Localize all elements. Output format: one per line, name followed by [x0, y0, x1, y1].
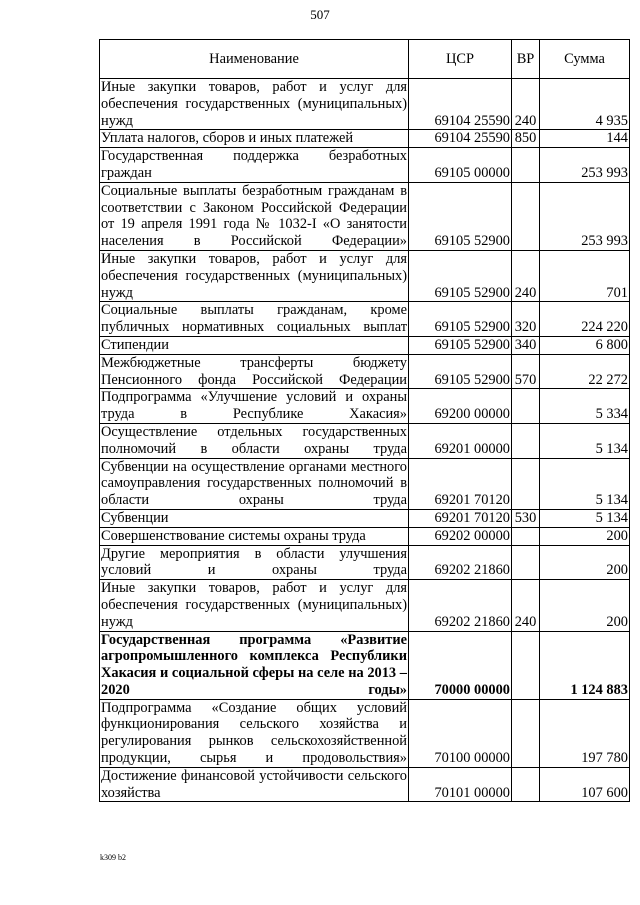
cell-vr: 240	[512, 580, 540, 631]
table-row	[100, 509, 630, 527]
cell-csr: 69104 25590	[409, 79, 512, 130]
table-row	[100, 354, 630, 389]
footer-code: k309 b2	[100, 853, 126, 862]
table-row	[100, 631, 630, 699]
cell-name: Уплата налогов, сборов и иных платежей	[100, 130, 409, 148]
cell-name: Государственная поддержка безработных граждан	[101, 148, 407, 181]
cell-vr: 340	[512, 336, 540, 354]
table-row	[100, 458, 630, 509]
cell-name: Подпрограмма «Создание общих условий функционирования сельского хозяйства и регулирования рынков сельскохозяйственной продукции, сырья и продовольствия»	[101, 699, 407, 767]
cell-sum: 6 800	[540, 336, 630, 354]
cell-vr: 530	[512, 509, 540, 527]
cell-csr: 69201 70120	[409, 509, 512, 527]
cell-sum: 253 993	[540, 148, 630, 183]
cell-name: Социальные выплаты гражданам, кроме публичных нормативных социальных выплат	[101, 302, 407, 336]
cell-csr: 69201 70120	[409, 458, 512, 509]
cell-sum: 4 935	[540, 79, 630, 130]
table-row	[100, 423, 630, 458]
cell-name: Стипендии	[100, 336, 409, 354]
cell-csr: 70100 00000	[409, 699, 512, 767]
cell-csr: 69105 52900	[409, 336, 512, 354]
cell-name: Достижение финансовой устойчивости сельского хозяйства	[101, 767, 407, 801]
header-csr: ЦСР	[409, 40, 512, 79]
table-row	[100, 767, 630, 802]
cell-sum: 5 134	[540, 509, 630, 527]
table-row	[100, 302, 630, 337]
cell-sum: 107 600	[540, 767, 630, 802]
cell-csr: 69105 52900	[409, 302, 512, 337]
cell-vr	[512, 631, 540, 699]
cell-csr: 69104 25590	[409, 130, 512, 148]
cell-name: Совершенствование системы охраны труда	[100, 527, 409, 545]
cell-name: Социальные выплаты безработным гражданам в соответствии с Законом Российской Федерации от 19 апреля 1991 года № 1032-I «О занятости населения в Российской Федерации»	[101, 182, 407, 250]
cell-csr: 69202 21860	[409, 545, 512, 580]
table-row	[100, 699, 630, 767]
table-row	[100, 336, 630, 354]
table-row	[100, 130, 630, 148]
cell-vr	[512, 767, 540, 802]
cell-name: Субвенции	[100, 509, 409, 527]
cell-name: Иные закупки товаров, работ и услуг для обеспечения государственных (муниципальных) нужд	[101, 580, 407, 630]
cell-vr	[512, 527, 540, 545]
cell-sum: 1 124 883	[540, 631, 630, 699]
cell-vr: 240	[512, 79, 540, 130]
cell-csr: 69200 00000	[409, 389, 512, 424]
cell-sum: 224 220	[540, 302, 630, 337]
table-row	[100, 182, 630, 250]
cell-csr: 70000 00000	[409, 631, 512, 699]
table-row	[100, 389, 630, 424]
cell-vr	[512, 148, 540, 183]
cell-sum: 144	[540, 130, 630, 148]
cell-vr	[512, 699, 540, 767]
cell-sum: 200	[540, 527, 630, 545]
cell-name: Иные закупки товаров, работ и услуг для обеспечения государственных (муниципальных) нужд	[101, 250, 407, 301]
cell-sum: 253 993	[540, 182, 630, 250]
cell-sum: 200	[540, 580, 630, 631]
cell-sum: 200	[540, 545, 630, 580]
cell-vr: 320	[512, 302, 540, 337]
cell-sum: 5 334	[540, 389, 630, 424]
cell-name: Государственная программа «Развитие агропромышленного комплекса Республики Хакасия и социальной сферы на селе на 2013 – 2020 годы»	[101, 631, 407, 698]
cell-name: Межбюджетные трансферты бюджету Пенсионного фонда Российской Федерации	[101, 354, 407, 388]
cell-csr: 69105 52900	[409, 182, 512, 250]
cell-name: Иные закупки товаров, работ и услуг для обеспечения государственных (муниципальных) нужд	[101, 79, 407, 129]
cell-vr: 240	[512, 250, 540, 301]
cell-csr: 69105 52900	[409, 250, 512, 301]
budget-table	[99, 39, 630, 802]
header-vr: ВР	[512, 40, 540, 79]
cell-csr: 69202 00000	[409, 527, 512, 545]
table-row	[100, 527, 630, 545]
cell-vr	[512, 182, 540, 250]
cell-sum: 701	[540, 250, 630, 301]
cell-csr: 69105 52900	[409, 354, 512, 389]
cell-vr: 570	[512, 354, 540, 389]
table-row	[100, 545, 630, 580]
cell-vr	[512, 389, 540, 424]
table-body	[100, 79, 630, 802]
page-number: 507	[310, 7, 330, 22]
header-sum: Сумма	[540, 40, 630, 79]
table-row	[100, 250, 630, 301]
cell-sum: 197 780	[540, 699, 630, 767]
cell-vr	[512, 458, 540, 509]
cell-vr	[512, 545, 540, 580]
table-row	[100, 580, 630, 631]
table-header-row	[100, 40, 630, 79]
table-row	[100, 148, 630, 183]
cell-csr: 69105 00000	[409, 148, 512, 183]
cell-name: Субвенции на осуществление органами местного самоуправления государственных полномочий в области охраны труда	[101, 458, 407, 509]
cell-vr	[512, 423, 540, 458]
cell-csr: 69202 21860	[409, 580, 512, 631]
table-row	[100, 79, 630, 130]
cell-sum: 22 272	[540, 354, 630, 389]
cell-csr: 70101 00000	[409, 767, 512, 802]
cell-csr: 69201 00000	[409, 423, 512, 458]
cell-name: Подпрограмма «Улучшение условий и охраны труда в Республике Хакасия»	[101, 389, 407, 423]
header-name: Наименование	[100, 40, 409, 79]
cell-sum: 5 134	[540, 423, 630, 458]
cell-sum: 5 134	[540, 458, 630, 509]
cell-name: Осуществление отдельных государственных полномочий в области охраны труда	[101, 423, 407, 457]
cell-name: Другие мероприятия в области улучшения условий и охраны труда	[101, 545, 407, 579]
cell-vr: 850	[512, 130, 540, 148]
